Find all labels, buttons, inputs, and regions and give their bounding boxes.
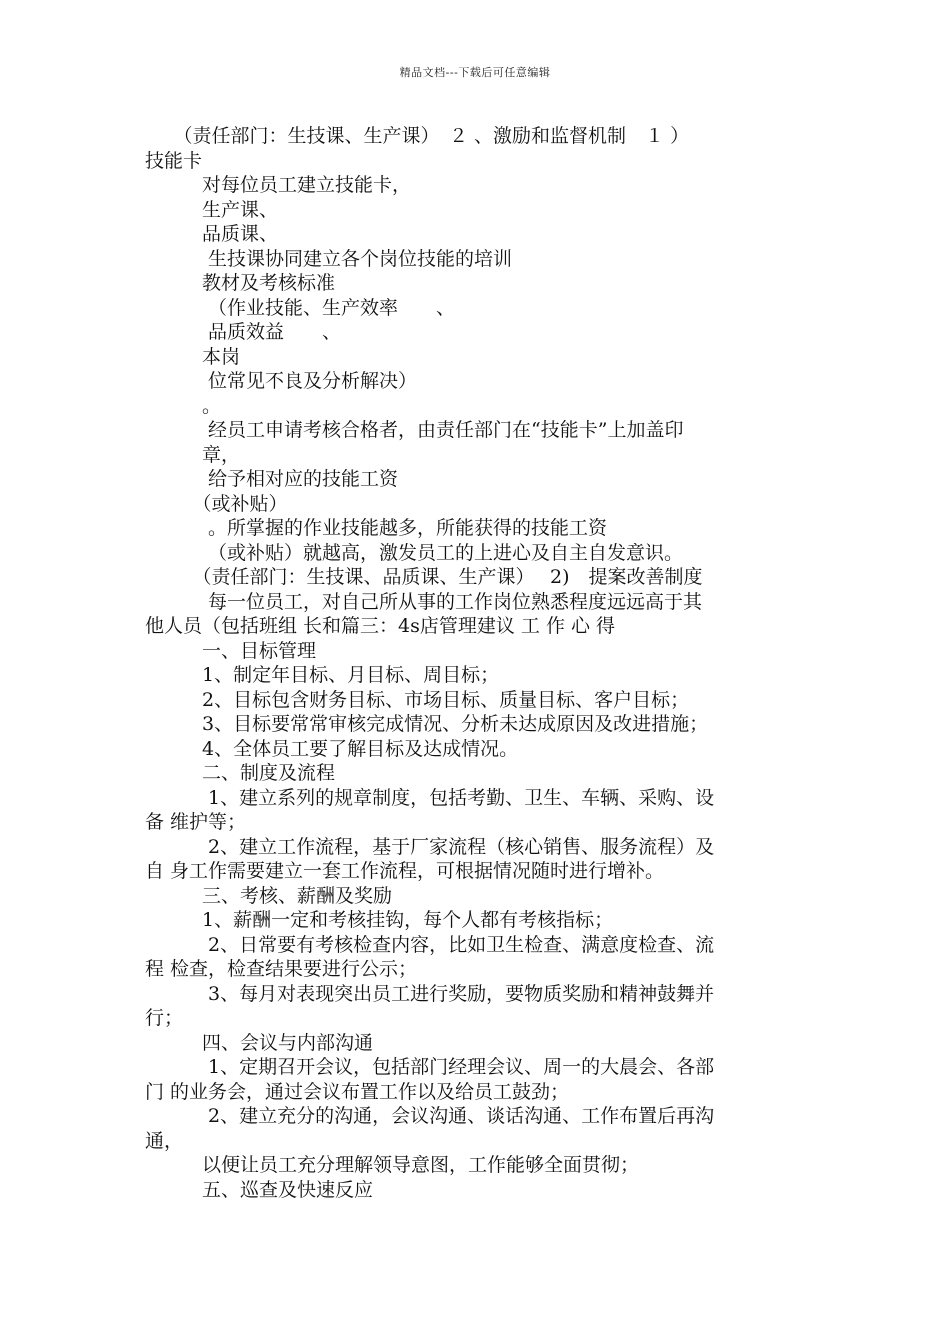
text-line: 4、全体员工要了解目标及达成情况。 <box>145 737 519 760</box>
text-line: 3、目标要常常审核完成情况、分析未达成原因及改进措施； <box>145 713 709 735</box>
text-line: 2、日常要有考核检查内容，比如卫生检查、满意度检查、流 <box>145 933 715 956</box>
text-line: 本岗 <box>145 345 241 368</box>
text-line: 1、定期召开会议，包括部门经理会议、周一的大晨会、各部 <box>145 1056 715 1078</box>
page-header: 精品文档---下载后可任意编辑 <box>399 66 551 79</box>
text-line: 四、会议与内部沟通 <box>145 1031 374 1054</box>
text-line: 他人员（包括班组 长和篇三：4s店管理建议 工 作 心 得 <box>145 615 616 637</box>
text-line: 程 检查，检查结果要进行公示； <box>145 958 418 980</box>
text-line: （或补贴） <box>145 492 288 515</box>
text-line: 自 身工作需要建立一套工作流程，可根据情况随时进行增补。 <box>145 860 665 882</box>
text-line: 门 的业务会，通过会议布置工作以及给员工鼓劲； <box>145 1080 570 1103</box>
text-line: 2、建立工作流程，基于厂家流程（核心销售、服务流程）及 <box>145 835 715 858</box>
text-line: 备 维护等； <box>145 811 247 833</box>
text-line: 以便让员工充分理解领导意图，工作能够全面贯彻； <box>145 1154 640 1176</box>
text-line: 1、制定年目标、月目标、周目标； <box>145 664 500 686</box>
text-line: （责任部门：生技课、生产课） ２ 、激励和监督机制 １ ） <box>145 125 690 147</box>
text-line: 行； <box>145 1007 184 1029</box>
text-line: 生技课协同建立各个岗位技能的培训 <box>145 247 513 270</box>
text-line: 经员工申请考核合格者，由责任部门在“技能卡”上加盖印 <box>145 419 684 441</box>
text-line: （责任部门：生技课、品质课、生产课） 2) 提案改善制度 <box>145 566 703 588</box>
text-line: 通， <box>145 1129 184 1152</box>
text-line: 对每位员工建立技能卡， <box>145 174 412 196</box>
text-line: 品质课、 <box>145 223 279 245</box>
text-line: 教材及考核标准 <box>145 272 336 294</box>
text-line: 1、薪酬一定和考核挂钩，每个人都有考核指标； <box>145 909 614 931</box>
text-line: 。所掌握的作业技能越多，所能获得的技能工资 <box>145 517 608 539</box>
text-line: 生产课、 <box>145 198 279 221</box>
document-body <box>145 124 815 1202</box>
text-line: （或补贴）就越高，激发员工的上进心及自主自发意识。 <box>145 541 684 564</box>
text-line: 2、目标包含财务目标、市场目标、质量目标、客户目标； <box>145 688 690 711</box>
text-line: 章， <box>145 443 241 466</box>
text-line: 每一位员工，对自己所从事的工作岗位熟悉程度远远高于其 <box>145 590 703 613</box>
text-line: 品质效益 、 <box>145 321 342 343</box>
text-line: 位常见不良及分析解决） <box>145 370 418 392</box>
text-line: 技能卡 <box>145 149 203 172</box>
text-line: 给予相对应的技能工资 <box>145 468 399 490</box>
text-line: 1、建立系列的规章制度，包括考勤、卫生、车辆、采购、设 <box>145 786 715 809</box>
text-line: 一、目标管理 <box>145 639 317 662</box>
text-line: 二、制度及流程 <box>145 762 336 784</box>
text-line: （作业技能、生产效率 、 <box>145 296 456 319</box>
text-line: 。 <box>145 394 222 417</box>
text-line: 2、建立充分的沟通，会议沟通、谈话沟通、工作布置后再沟 <box>145 1105 715 1127</box>
text-line: 三、考核、薪酬及奖励 <box>145 884 393 907</box>
text-line: 五、巡查及快速反应 <box>145 1178 374 1201</box>
text-line: 3、每月对表现突出员工进行奖励，要物质奖励和精神鼓舞并 <box>145 982 715 1005</box>
